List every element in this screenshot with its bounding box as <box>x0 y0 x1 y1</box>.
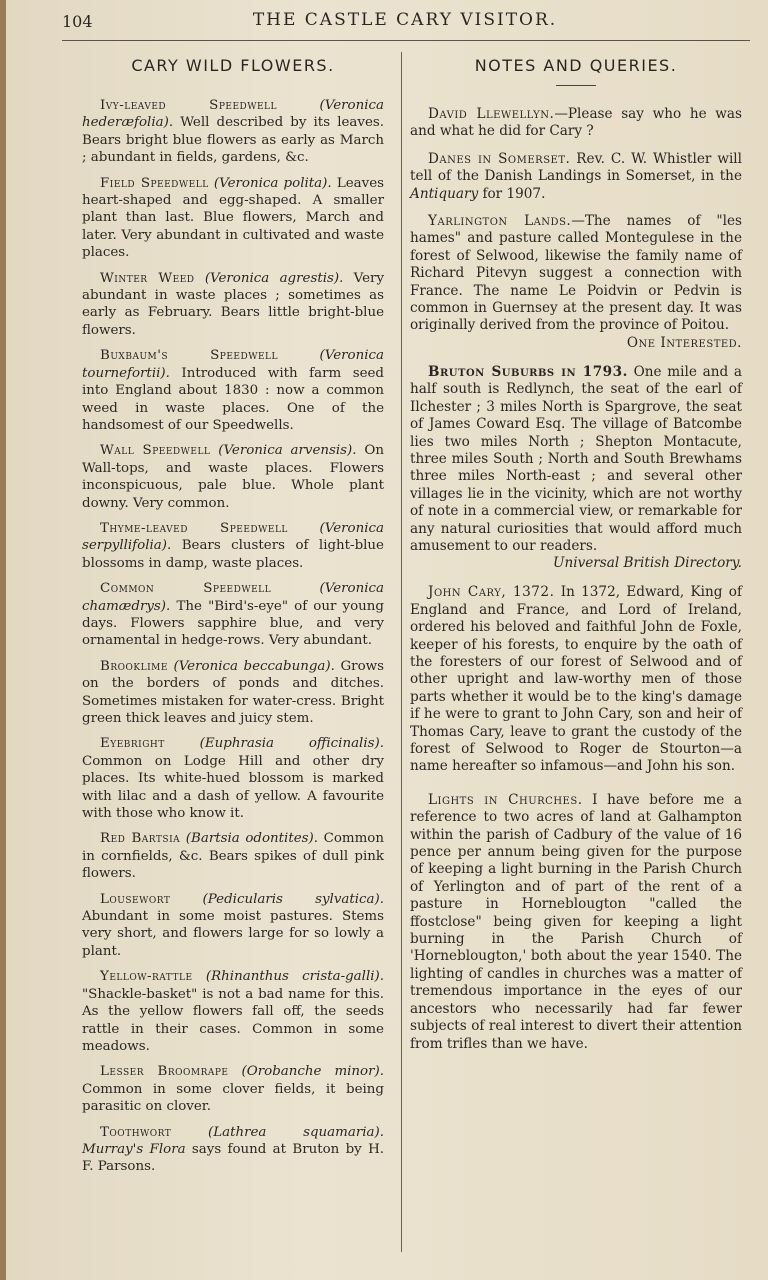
flower-entry <box>82 891 384 961</box>
note-lights <box>410 792 742 1053</box>
note-heading: Lights in Churches. <box>428 791 583 808</box>
flower-name: Brooklime <box>100 658 168 674</box>
note-heading: Danes in Somerset. <box>428 150 571 167</box>
flower-entry <box>82 175 384 262</box>
latin-name: (Veronica agrestis). <box>204 270 344 286</box>
note-heading: Bruton Suburbs in 1793. <box>428 363 628 380</box>
flower-name: Yellow-rattle <box>100 969 193 985</box>
flower-description: Very abundant in waste places ; sometimes as early as February. Bears little bright-blue flowers. <box>82 270 385 338</box>
note-text: One mile and a half south is Redlynch, the seat of the earl of Ilchester ; 3 miles North is Spargrove, the seat of James Coward Esq. The village of Batcombe lies two miles North ; Shepton Montacute, three miles South ; North and South Brewhams three miles North-east ; and several other villages lie in the vicinity, which are not worthy of note in a commercial view, or remarkable for any natural curiosities that would afford much amusement to our readers. <box>410 363 742 554</box>
note-danes <box>410 151 742 203</box>
note-bruton <box>410 364 742 555</box>
flower-name: Toothwort <box>100 1124 172 1140</box>
flower-name: Thyme-leaved Speedwell <box>100 520 288 536</box>
flower-description: Well described by its leaves. Bears bright blue flowers as early as March ; abundant in fields, gardens, &c. <box>82 115 384 166</box>
latin-name: (Euphrasia officinalis). <box>199 736 384 752</box>
latin-name: (Rhinanthus crista-galli). <box>205 969 384 985</box>
flower-name: Field Speedwell <box>100 175 209 191</box>
flower-entry <box>82 442 384 512</box>
note-text: for 1907. <box>482 185 546 202</box>
flower-description: On Wall-tops, and waste places. Flowers inconspicuous, pale blue. Whole plant downy. Very common. <box>82 443 384 511</box>
latin-name: (Veronica beccabunga). <box>173 658 335 674</box>
flower-entry <box>82 658 384 728</box>
note-text: Rev. C. W. Whistler will tell of the Danish Landings in Somerset, in the <box>410 150 742 185</box>
flower-entry <box>82 1124 384 1176</box>
flower-entry <box>82 968 384 1055</box>
flower-description: The "Bird's-eye" of our young days. Flowers sapphire blue, and very ornamental in hedge-rows. Very abundant. <box>82 598 384 649</box>
flower-description: Leaves heart-shaped and egg-shaped. A smaller plant than last. Blue flowers, March and later. Very abundant in cultivated and waste places. <box>82 175 384 261</box>
note-source: Universal British Directory. <box>553 555 742 572</box>
header-rule <box>62 40 750 41</box>
note-text: In 1372, Edward, King of England and France, and Lord of Ireland, ordered his beloved and faithful John de Foxle, keeper of his forests, to enquire by the oath of the foresters of our forest of Selwood and of other upright and law-worthy men of those parts whether it would be to the king's damage if he were to grant to John Cary, son and heir of Thomas Cary, leave to grant the custody of the forest of Selwood to Roger de Stourton—a name hereafter so infamous—and John his son. <box>410 584 742 775</box>
binding-edge <box>0 0 6 1280</box>
title-dash <box>556 85 596 86</box>
note-heading: David Llewellyn. <box>428 106 555 122</box>
flower-description: "Shackle-basket" is not a bad name for this. As the yellow flowers fall off, the seeds rattle in their cases. Common in some meadows. <box>82 986 384 1054</box>
flower-entry <box>82 97 384 167</box>
note-text: —Please say who he was and what he did for Cary ? <box>410 106 742 140</box>
latin-name: (Lathrea squamaria). <box>208 1124 384 1140</box>
note-heading: Yarlington Lands. <box>428 213 572 230</box>
journal-title: Antiquary <box>410 185 479 202</box>
flower-entry <box>82 270 384 340</box>
flower-name: Eyebright <box>100 736 165 752</box>
latin-name: (Bartsia odontites). <box>185 831 318 847</box>
flower-name: Wall Speedwell <box>100 443 211 459</box>
notes-queries-column <box>410 56 742 1063</box>
flower-entry <box>82 830 384 882</box>
flower-description: Common on Lodge Hill and other dry places. Its white-hued blossom is marked with lilac and a dash of yellow. A favourite with those who know it. <box>82 753 384 822</box>
page-header <box>62 8 748 38</box>
flower-entry <box>82 1063 384 1115</box>
flower-description: Grows on the borders of ponds and ditches. Sometimes mistaken for water-cress. Bright green thick leaves and juicy stem. <box>82 658 384 726</box>
wild-flowers-column <box>82 56 384 1184</box>
latin-name: (Orobanche minor). <box>241 1064 384 1080</box>
flower-name: Winter Weed <box>100 270 195 286</box>
book-title: Murray's Flora <box>82 1141 186 1157</box>
page-number: 104 <box>62 12 93 31</box>
latin-name: (Veronica tournefortii). <box>82 348 384 381</box>
flower-description: Bears clusters of light-blue blossoms in damp, waste places. <box>82 538 384 571</box>
note-llewellyn <box>410 106 742 141</box>
flower-name: Ivy-leaved Speedwell <box>100 98 278 113</box>
flower-entry <box>82 735 384 822</box>
column-title-wild-flowers: CARY WILD FLOWERS. <box>131 56 335 75</box>
flower-entry <box>82 347 384 434</box>
flower-entry <box>82 580 384 650</box>
flower-name: Common Speedwell <box>100 581 272 597</box>
flower-name: Red Bartsia <box>100 831 181 847</box>
column-divider <box>401 52 402 1252</box>
latin-name: (Pedicularis sylvatica). <box>202 891 384 907</box>
latin-name: (Veronica chamædrys). <box>82 581 384 614</box>
flower-description: Abundant in some moist pastures. Stems very short, and flowers large for so lowly a plant. <box>82 909 384 959</box>
latin-name: (Veronica hederæfolia). <box>82 98 384 131</box>
running-title: THE CASTLE CARY VISITOR. <box>252 10 558 30</box>
column-title-notes-queries: NOTES AND QUERIES. <box>474 56 678 75</box>
note-text: —The names of "les hames" and pasture called Montegulese in the forest of Selwood, likewise the family name of Richard Pitevyn suggest a connection with France. The name Le Poidvin or Pedvin is common in Guernsey at the present day. It was originally derived from the province of Poitou. <box>410 213 743 334</box>
flower-description: Introduced with farm seed into England about 1830 : now a common weed in waste places. One of the handsomest of our Speedwells. <box>82 365 384 433</box>
note-text: I have before me a reference to two acres of land at Galhampton within the parish of Cadbury of the value of 16 pence per annum being given for the purpose of keeping a light burning in the Parish Church of Yerlington and of part of the rent of a pasture in Horneblougton "called the ffostclose" being given for keeping a light burning in the Parish Church of 'Horneblougton,' both about the year 1540. The lighting of candles in churches was a matter of tremendous importance in the eyes of our ancestors who necessarily had far fewer subjects of real interest to divert their attention from trifles than we have. <box>410 791 742 1052</box>
flower-name: Lesser Broomrape <box>100 1064 229 1080</box>
flower-description: Common in some clover fields, it being parasitic on clover. <box>82 1081 384 1115</box>
flower-description: Common in cornfields, &c. Bears spikes of dull pink flowers. <box>82 831 384 882</box>
note-yarlington <box>410 213 742 335</box>
latin-name: (Veronica polita). <box>213 175 332 191</box>
flower-name: Lousewort <box>100 891 171 907</box>
note-john-cary <box>410 584 742 775</box>
note-heading: John Cary, 1372. <box>428 584 555 601</box>
flower-entry <box>82 520 384 572</box>
flower-description: says found at Bruton by H. F. Parsons. <box>82 1141 384 1175</box>
flower-name: Buxbaum's Speedwell <box>100 348 278 364</box>
latin-name: (Veronica serpyllifolia). <box>82 520 384 554</box>
note-signature: One Interested. <box>626 334 742 351</box>
latin-name: (Veronica arvensis). <box>218 443 357 459</box>
